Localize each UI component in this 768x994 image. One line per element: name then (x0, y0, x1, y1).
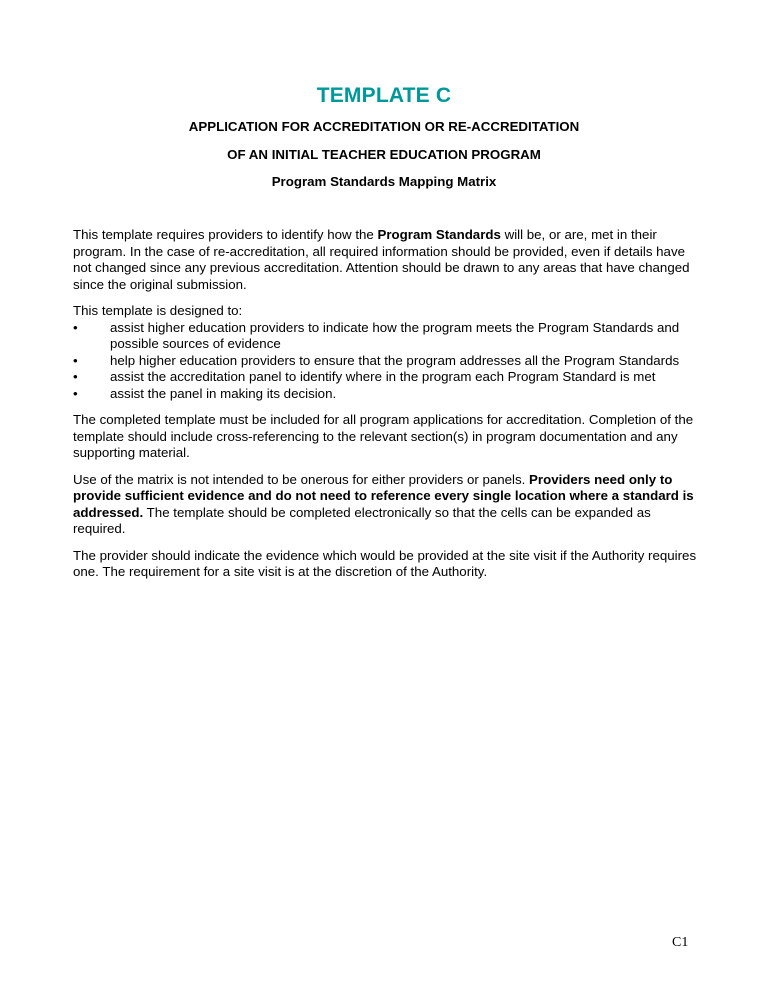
matrix-text-start: Use of the matrix is not intended to be onerous for either providers or panels. (73, 471, 530, 487)
site-visit-paragraph: The provider should indicate the evidence which would be provided at the site visit if the Authority requires one. The requirement for a site visit is at the discretion of the Authority. (73, 547, 697, 579)
subtitle-line-3: Program Standards Mapping Matrix (271, 174, 497, 189)
matrix-use-paragraph (73, 472, 701, 538)
subtitle-line-2: OF AN INITIAL TEACHER EDUCATION PROGRAM (227, 147, 541, 162)
list-item (73, 369, 701, 386)
list-item-text: assist the accreditation panel to identify where in the program each Program Standard is met (110, 369, 656, 384)
list-item (73, 386, 701, 403)
page-number: C1 (672, 935, 689, 950)
matrix-text-end: The template should be completed electronically so that the cells can be expanded as required. (73, 504, 651, 536)
list-item-text: assist higher education providers to indicate how the program meets the Program Standards and possible sources of evidence (110, 319, 680, 351)
document-body (73, 227, 701, 591)
completion-paragraph: The completed template must be included for all program applications for accreditation. Completion of the template should include cross-referencing to the relevant section(s) in program documentation and any supporting material. (73, 412, 694, 460)
bullet-icon: • (73, 352, 78, 368)
bullet-icon: • (73, 385, 78, 401)
page-title: TEMPLATE C (316, 84, 452, 107)
purpose-intro: This template is designed to: (73, 303, 243, 318)
intro-bold-term: Program Standards (377, 227, 501, 242)
intro-text-start: This template requires providers to identify how the (73, 227, 378, 242)
matrix-bold-note: Providers need only to provide sufficient evidence and do not need to reference every single location where a standard is addressed. (73, 471, 694, 520)
list-item-text: assist the panel in making its decision. (110, 385, 337, 401)
list-item (73, 353, 701, 370)
intro-text-end: will be, or are, met in their program. In the case of re-accreditation, all required information should be provided, even if details have not changed since any previous accreditation. Attention should be drawn to any areas that have changed since the original submission. (73, 227, 690, 292)
list-item-text: help higher education providers to ensure that the program addresses all the Program Standards (110, 352, 680, 368)
bullet-icon: • (73, 369, 78, 384)
subtitle-line-1: APPLICATION FOR ACCREDITATION OR RE-ACCREDITATION (188, 119, 580, 134)
intro-paragraph (73, 227, 701, 293)
list-item (73, 320, 701, 353)
purpose-list (73, 320, 701, 403)
bullet-icon: • (73, 319, 78, 335)
